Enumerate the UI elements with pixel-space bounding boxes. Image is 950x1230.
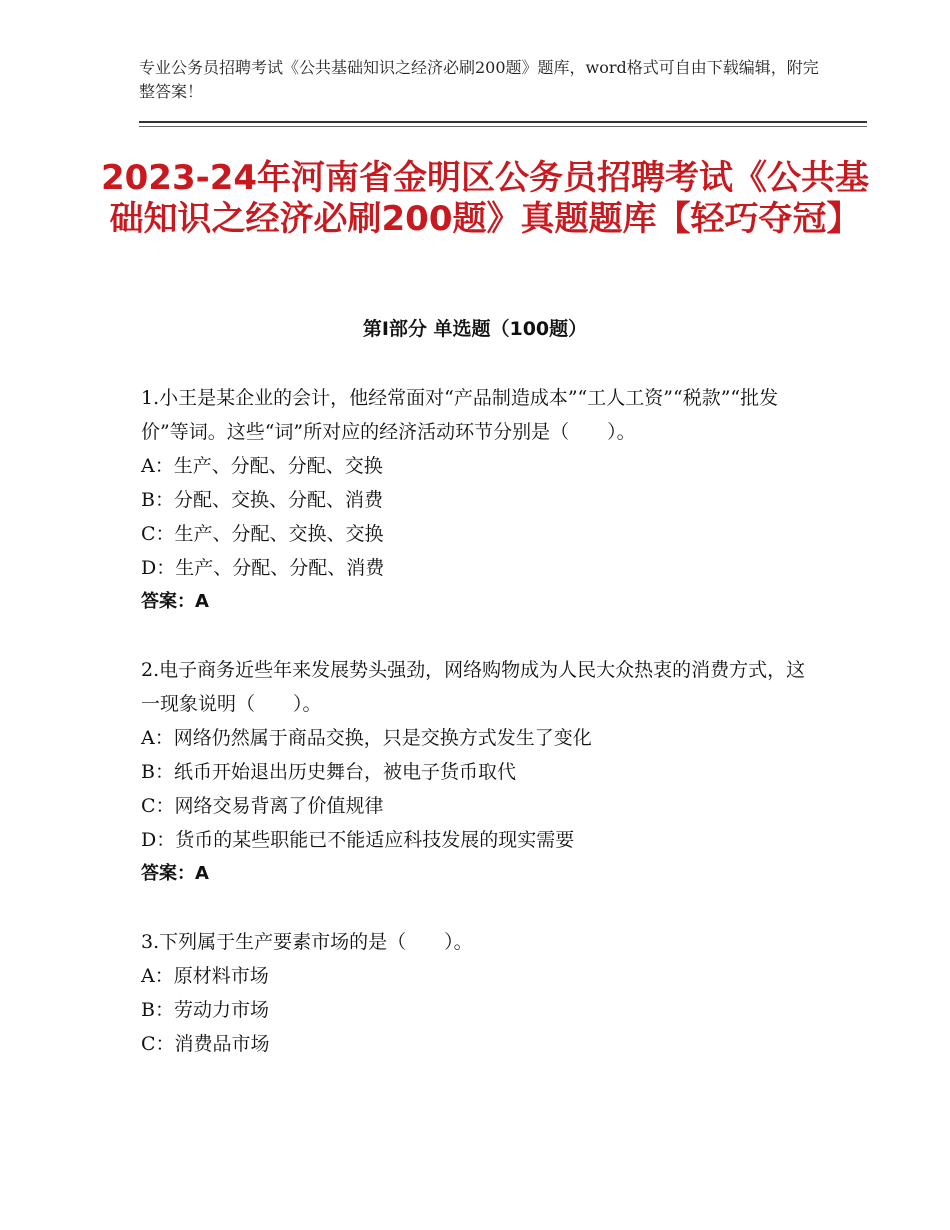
answer-label: 答案： xyxy=(141,591,195,612)
option-b: B：纸币开始退出历史舞台，被电子货币取代 xyxy=(141,761,516,783)
option-c: C：生产、分配、交换、交换 xyxy=(141,523,384,545)
question-list xyxy=(141,381,811,1095)
answer-label: 答案： xyxy=(141,863,195,884)
question-1 xyxy=(141,381,811,619)
answer-line xyxy=(141,857,811,891)
option-b: B：分配、交换、分配、消费 xyxy=(141,489,383,511)
question-stem: 1.小王是某企业的会计，他经常面对“产品制造成本”“工人工资”“税款”“批发价”等词。这些“词”所对应的经济活动环节分别是（ ）。 xyxy=(141,387,779,443)
question-3 xyxy=(141,925,811,1061)
option-d: D：生产、分配、分配、消费 xyxy=(141,557,385,579)
option-a: A：原材料市场 xyxy=(141,965,269,987)
header-note: 专业公务员招聘考试《公共基础知识之经济必刷200题》题库，word格式可自由下载编辑，附完整答案！ xyxy=(139,58,819,101)
option-a: A：生产、分配、分配、交换 xyxy=(141,455,383,477)
section-title: 第Ⅰ部分 单选题（100题） xyxy=(362,318,588,340)
option-a: A：网络仍然属于商品交换，只是交换方式发生了变化 xyxy=(141,727,592,749)
option-c: C：消费品市场 xyxy=(141,1033,270,1055)
answer-line xyxy=(141,585,811,619)
header-divider-thin xyxy=(139,126,867,127)
question-stem: 3.下列属于生产要素市场的是（ ）。 xyxy=(141,931,473,953)
document-title: 2023-24年河南省金明区公务员招聘考试《公共基础知识之经济必刷200题》真题题库【轻巧夺冠】 xyxy=(100,158,870,239)
answer-value: A xyxy=(195,591,209,612)
question-stem: 2.电子商务近些年来发展势头强劲，网络购物成为人民大众热衷的消费方式，这一现象说明（ ）。 xyxy=(141,659,806,715)
header-divider xyxy=(139,121,867,123)
question-2 xyxy=(141,653,811,891)
option-d: D：货币的某些职能已不能适应科技发展的现实需要 xyxy=(141,829,575,851)
answer-value: A xyxy=(195,863,209,884)
option-c: C：网络交易背离了价值规律 xyxy=(141,795,384,817)
option-b: B：劳动力市场 xyxy=(141,999,269,1021)
